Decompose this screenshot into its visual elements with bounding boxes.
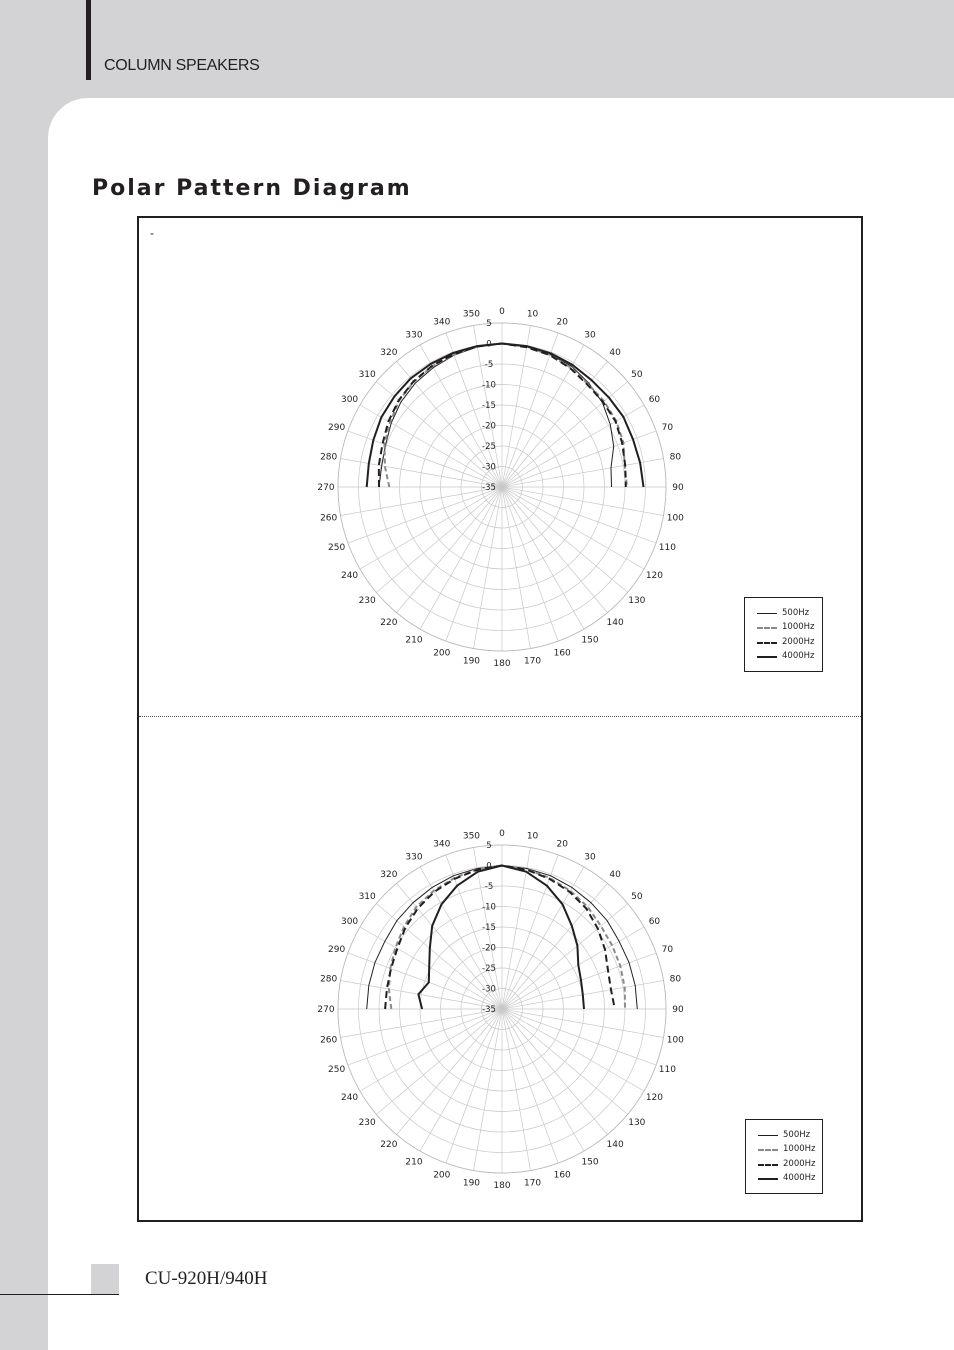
radial-label: -25 (482, 964, 496, 974)
angle-label: 220 (380, 1139, 398, 1150)
angle-label: 90 (672, 1005, 684, 1015)
angle-label: 290 (328, 422, 346, 433)
angle-label: 20 (556, 839, 568, 850)
angle-label: 240 (340, 1093, 359, 1103)
legend-item (746, 1157, 822, 1171)
frame-note: - (150, 226, 154, 240)
radial-label: -35 (482, 1005, 496, 1015)
legend-swatch (758, 1135, 778, 1136)
angle-label: 220 (380, 617, 398, 628)
angle-label: 50 (631, 369, 643, 380)
radial-label: -20 (482, 421, 496, 432)
legend-swatch (757, 642, 777, 644)
angle-label: 160 (553, 648, 571, 659)
legend-swatch (757, 656, 777, 658)
angle-label: 180 (493, 1181, 511, 1191)
angle-label: 330 (405, 852, 423, 863)
angle-label: 70 (661, 944, 674, 955)
legend-item (746, 1171, 822, 1185)
radial-label: -10 (482, 380, 496, 391)
footer-page-tab (91, 1264, 119, 1294)
angle-label: 90 (672, 483, 684, 493)
angle-label: 190 (462, 656, 481, 667)
angle-label: 120 (645, 1093, 664, 1103)
angle-label: 200 (433, 1170, 451, 1181)
angle-label: 180 (493, 659, 511, 669)
legend-label: 500Hz (783, 1130, 811, 1140)
angle-label: 340 (433, 839, 451, 850)
angle-label: 10 (526, 831, 539, 842)
radial-label: -30 (482, 462, 496, 473)
page-title: Polar Pattern Diagram (92, 176, 412, 201)
legend-swatch (758, 1149, 778, 1151)
angle-label: 210 (405, 635, 423, 646)
angle-label: 230 (358, 1118, 376, 1129)
radial-label: -30 (482, 984, 496, 995)
angle-label: 270 (317, 483, 335, 493)
angle-label: 0 (499, 829, 505, 839)
angle-label: 230 (358, 596, 376, 607)
footer-rule (0, 1294, 119, 1295)
radial-label: -15 (482, 401, 496, 411)
legend-item (746, 1142, 822, 1156)
legend-upper (744, 597, 823, 672)
angle-label: 310 (358, 891, 376, 902)
radial-label: -35 (482, 483, 496, 493)
angle-label: 160 (553, 1170, 571, 1181)
radial-label: 0 (486, 861, 492, 872)
angle-label: 110 (658, 1065, 676, 1076)
angle-label: 170 (523, 656, 542, 667)
angle-label: 130 (628, 596, 646, 607)
legend-label: 4000Hz (782, 650, 815, 661)
angle-label: 290 (328, 944, 346, 955)
angle-label: 320 (380, 870, 398, 881)
legend-item (746, 1128, 822, 1142)
angle-label: 100 (666, 513, 684, 524)
angle-label: 200 (433, 648, 451, 659)
angle-label: 60 (648, 917, 661, 927)
angle-label: 30 (584, 330, 596, 341)
radial-label: 5 (486, 319, 492, 329)
angle-label: 80 (669, 974, 682, 985)
radial-label: -5 (484, 360, 494, 370)
radial-label: -20 (482, 943, 496, 954)
radial-label: -5 (484, 882, 494, 892)
angle-label: 170 (523, 1178, 542, 1189)
angle-label: 210 (405, 1157, 423, 1168)
angle-label: 120 (645, 571, 664, 581)
angle-label: 280 (320, 452, 338, 463)
angle-label: 190 (462, 1178, 481, 1189)
angle-label: 140 (606, 1139, 624, 1150)
angle-label: 40 (609, 870, 621, 881)
legend-item (745, 635, 822, 649)
legend-swatch (757, 627, 777, 629)
angle-label: 60 (648, 395, 661, 405)
angle-label: 100 (666, 1035, 684, 1046)
legend-label: 4000Hz (783, 1172, 816, 1183)
legend-label: 1000Hz (782, 622, 815, 633)
angle-label: 30 (584, 852, 596, 863)
angle-label: 270 (317, 1005, 335, 1015)
legend-label: 1000Hz (783, 1144, 816, 1155)
legend-swatch (757, 613, 777, 614)
section-label: COLUMN SPEAKERS (104, 57, 260, 74)
radial-label: -15 (482, 923, 496, 933)
angle-label: 320 (380, 348, 398, 359)
angle-label: 250 (328, 543, 346, 554)
legend-label: 2000Hz (782, 636, 815, 647)
angle-label: 20 (556, 317, 568, 328)
angle-label: 0 (499, 307, 505, 317)
angle-label: 150 (581, 1157, 599, 1168)
radial-label: -25 (482, 442, 496, 452)
angle-label: 300 (340, 395, 359, 405)
legend-item (745, 606, 822, 620)
angle-label: 240 (340, 571, 359, 581)
radial-label: 0 (486, 339, 492, 350)
angle-label: 150 (581, 635, 599, 646)
angle-label: 260 (320, 513, 338, 524)
angle-label: 310 (358, 369, 376, 380)
model-name: CU-920H/940H (145, 1268, 268, 1289)
angle-label: 140 (606, 617, 624, 628)
legend-lower (745, 1119, 823, 1194)
angle-label: 10 (526, 309, 539, 320)
legend-swatch (758, 1164, 778, 1166)
angle-label: 130 (628, 1118, 646, 1129)
angle-label: 300 (340, 917, 359, 927)
angle-label: 70 (661, 422, 674, 433)
angle-label: 250 (328, 1065, 346, 1076)
angle-label: 350 (462, 831, 481, 842)
legend-swatch (758, 1178, 778, 1180)
angle-label: 80 (669, 452, 682, 463)
angle-label: 350 (462, 309, 481, 320)
angle-label: 50 (631, 891, 643, 902)
angle-label: 260 (320, 1035, 338, 1046)
angle-label: 280 (320, 974, 338, 985)
radial-label: -10 (482, 902, 496, 913)
radial-label: 5 (486, 841, 492, 851)
angle-label: 110 (658, 543, 676, 554)
legend-item (745, 649, 822, 663)
angle-label: 330 (405, 330, 423, 341)
angle-label: 340 (433, 317, 451, 328)
legend-label: 500Hz (782, 608, 810, 618)
legend-item (745, 620, 822, 634)
series-line-2000Hz (385, 866, 615, 1010)
legend-label: 2000Hz (783, 1158, 816, 1169)
angle-label: 40 (609, 348, 621, 359)
